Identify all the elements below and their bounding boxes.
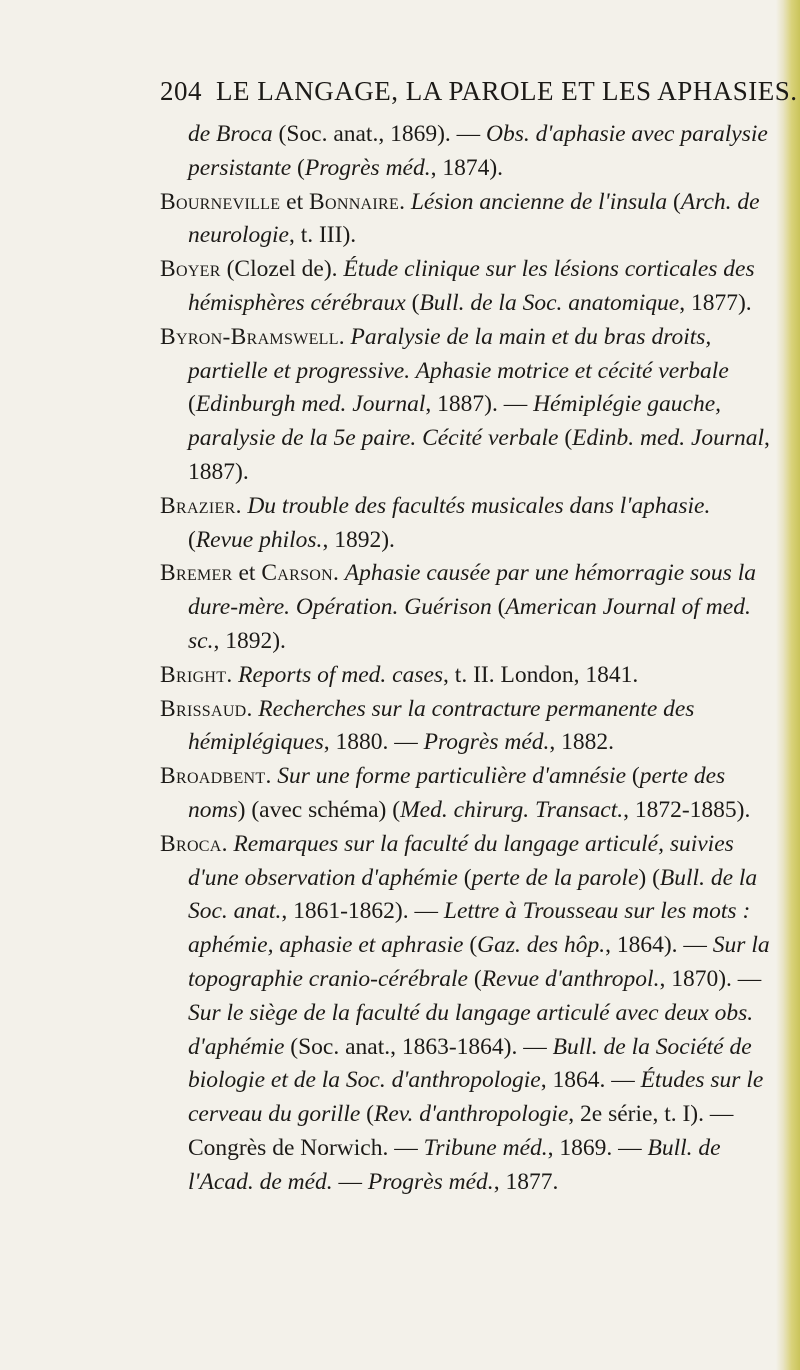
bibliography-entry: [160, 760, 770, 828]
bibliography-entry: [160, 253, 770, 321]
citation-text: .: [333, 560, 345, 587]
citation-text: , 1864. —: [540, 1067, 641, 1094]
work-title: perte de la parole: [471, 864, 639, 891]
citation-text: (: [467, 965, 482, 992]
work-title: Bull. de la Société de biologie et de la Soc. d'anthropologie: [188, 1033, 752, 1094]
citation-text: .: [226, 661, 239, 688]
work-title: de Broca: [188, 121, 273, 147]
work-title: Revue d'anthropol.: [481, 965, 660, 992]
citation-text: , 1880. —: [323, 729, 424, 756]
work-title: Sur une forme particulière d'amnésie: [277, 763, 626, 790]
citation-text: (: [457, 864, 472, 891]
citation-text: (: [360, 1101, 374, 1128]
work-title: Reports of med. cases: [238, 661, 444, 688]
citation-text: , 1869. —: [547, 1134, 648, 1161]
bibliography-entry: [160, 186, 770, 254]
bibliography-entry: [160, 659, 770, 693]
citation-text: ) (: [638, 864, 660, 891]
work-title: Tribune méd.: [423, 1134, 548, 1161]
bibliography-entry: [160, 828, 770, 1200]
work-title: Bull. de la Soc. anat.: [188, 864, 758, 925]
work-title: Étude clinique sur les lésions corticales des hémisphères cérébraux: [188, 256, 755, 316]
work-title: Obs. d'aphasie avec paralysie persistante: [188, 121, 768, 181]
bibliography-entry: [160, 693, 770, 761]
work-title: Rev. d'anthropologie: [373, 1101, 569, 1128]
citation-text: (: [491, 594, 506, 621]
citation-text: (Clozel de).: [220, 256, 344, 283]
bibliography-list: [160, 118, 770, 1200]
work-title: Remarques sur la faculté du langage articulé, suivies d'une observation d'aphémie: [188, 830, 734, 891]
citation-text: , 1892).: [322, 526, 395, 553]
citation-text: (: [626, 763, 640, 790]
page-number: 204: [160, 76, 202, 106]
work-title: Du trouble des facultés musicales dans l'aphasie.: [247, 492, 711, 519]
citation-text: (: [558, 425, 573, 452]
citation-text: (: [188, 391, 196, 418]
author-name: Brissaud: [160, 695, 247, 722]
work-title: American Journal of med. sc.: [188, 594, 751, 654]
citation-text: , 1870). —: [659, 965, 762, 992]
page-edge: [776, 0, 800, 1370]
work-title: Revue philos.: [195, 526, 323, 553]
author-name: Broadbent: [160, 763, 266, 790]
work-title: Lésion ancienne de l'insula: [410, 188, 668, 215]
citation-text: , t. II. London, 1841.: [443, 661, 639, 688]
citation-text: .: [338, 323, 351, 350]
bibliography-entry: [160, 490, 770, 558]
citation-text: (: [188, 526, 196, 553]
running-header: [160, 76, 798, 107]
bibliography-entry: [160, 118, 770, 186]
citation-text: (: [405, 289, 420, 316]
work-title: Edinburgh med. Journal: [195, 391, 426, 418]
citation-text: , 1882.: [549, 729, 615, 756]
citation-text: —: [332, 1168, 368, 1195]
work-title: Recherches sur la contracture permanente des hémiplégiques: [188, 695, 695, 756]
work-title: Progrès méd.: [304, 154, 431, 181]
citation-text: , t. III).: [288, 222, 357, 249]
author-name: Bright: [160, 661, 227, 688]
citation-text: , 1872-1885).: [623, 796, 751, 823]
work-title: Gaz. des hôp.: [477, 932, 606, 959]
work-title: Arch. de neurologie: [188, 188, 760, 249]
citation-text: (Soc. anat., 1869). —: [272, 121, 487, 147]
work-title: perte des noms: [188, 763, 726, 823]
citation-text: .: [221, 830, 234, 857]
citation-text: , 1877.: [493, 1168, 559, 1195]
citation-text: , 1864). —: [605, 932, 713, 959]
citation-text: , 1861-1862). —: [281, 898, 444, 925]
work-title: Edinb. med. Journal: [572, 425, 765, 452]
citation-text: , 1877).: [679, 289, 752, 316]
citation-text: .: [235, 492, 248, 519]
work-title: Med. chirurg. Transact.: [400, 796, 624, 823]
work-title: Hémiplégie gauche, paralysie de la 5e paire. Cécité verbale: [188, 391, 722, 452]
citation-text: .: [399, 188, 411, 215]
work-title: Aphasie causée par une hémorragie sous la dure-mère. Opération. Guérison: [188, 560, 756, 621]
work-title: Progrès méd.: [423, 729, 550, 756]
author-name: Bonnaire: [309, 188, 400, 215]
citation-text: et: [232, 560, 262, 587]
running-title: LE LANGAGE, LA PAROLE ET LES APHASIES.: [216, 76, 798, 106]
author-name: Brazier: [160, 492, 236, 519]
citation-text: , 2e série, t. I). — Congrès de Norwich. —: [188, 1101, 734, 1161]
work-title: Sur le siège de la faculté du langage articulé avec deux obs. d'aphémie: [188, 999, 754, 1060]
citation-text: , 1887).: [188, 425, 770, 485]
work-title: Paralysie de la main et du bras droits, partielle et progressive. Aphasie motrice et cécité verbale: [188, 323, 729, 384]
citation-text: (: [463, 932, 478, 959]
bibliography-entry: [160, 321, 770, 490]
bibliography-entry: [160, 557, 770, 658]
work-title: Progrès méd.: [367, 1168, 494, 1195]
author-name: Broca: [160, 830, 222, 857]
work-title: Bull. de la Soc. anatomique: [419, 289, 680, 316]
work-title: Sur la topographie cranio-cérébrale: [188, 932, 770, 992]
work-title: Bull. de l'Acad. de méd.: [188, 1134, 721, 1195]
citation-text: (: [667, 188, 681, 215]
citation-text: (: [291, 154, 305, 181]
citation-text: , 1892).: [213, 627, 286, 654]
work-title: Lettre à Trousseau sur les mots : aphémie, aphasie et aphrasie: [188, 898, 751, 959]
citation-text: , 1874).: [430, 154, 504, 181]
author-name: Bourneville: [160, 188, 281, 215]
citation-text: .: [246, 695, 259, 722]
author-name: Bremer: [160, 560, 233, 587]
citation-text: .: [265, 763, 278, 790]
citation-text: , 1887). —: [425, 391, 534, 418]
work-title: Études sur le cerveau du gorille: [188, 1067, 764, 1128]
author-name: Byron-Bramswell: [160, 323, 339, 350]
citation-text: (Soc. anat., 1863-1864). —: [284, 1033, 553, 1060]
citation-text: ) (avec schéma) (: [237, 796, 401, 823]
author-name: Boyer: [160, 256, 221, 283]
citation-text: et: [280, 188, 310, 215]
author-name: Carson: [261, 560, 334, 587]
